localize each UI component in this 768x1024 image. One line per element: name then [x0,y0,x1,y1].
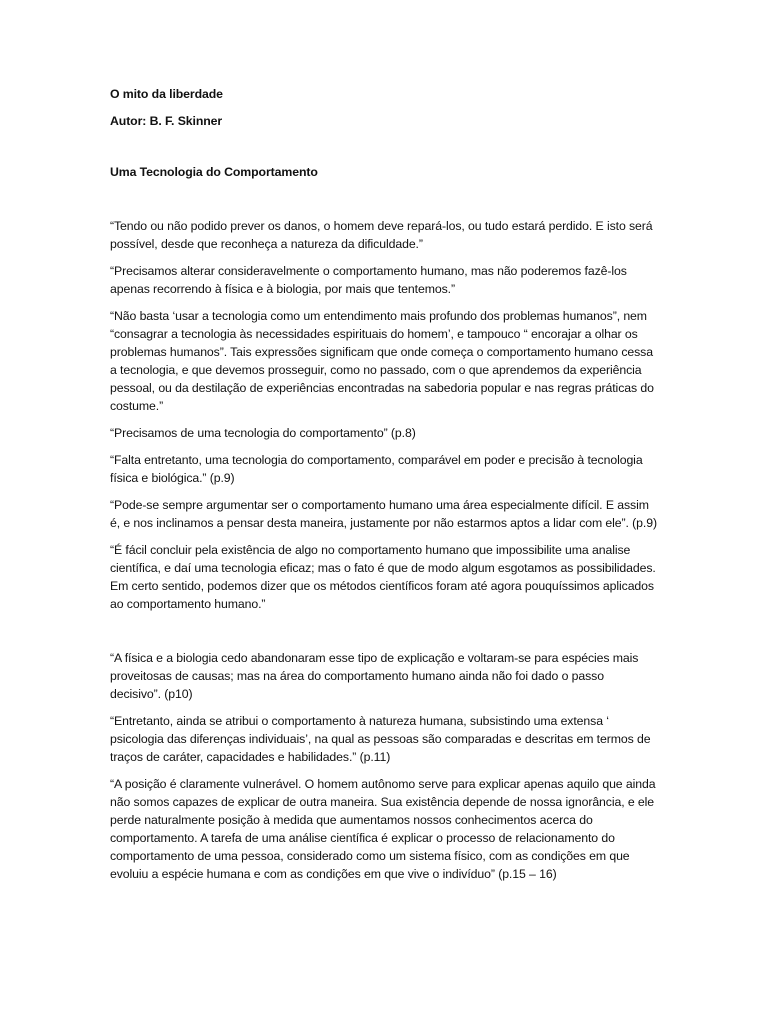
paragraph-5: “Falta entretanto, uma tecnologia do comportamento, comparável em poder e precisão à tecnologia física e biológica.” (p.9) [110,453,643,485]
section-title: Uma Tecnologia do Comportamento [110,165,318,179]
paragraph-9: “Entretanto, ainda se atribui o comportamento à natureza humana, subsistindo uma extensa ‘ psicologia das diferenças individuais’, na qual as pessoas são comparadas e descritas em termos de traços de caráter, capacidades e habilidades.” (p.11) [110,714,651,764]
document-author: Autor: B. F. Skinner [110,114,223,128]
paragraph-2: “Precisamos alterar consideravelmente o comportamento humano, mas não poderemos fazê-los apenas recorrendo à física e à biologia, por mais que tentemos.” [110,264,627,296]
paragraph-7: “É fácil concluir pela existência de algo no comportamento humano que impossibilite uma analise científica, e daí uma tecnologia eficaz; mas o fato é que de modo algum esgotamos as possibilidades. Em certo sentido, podemos dizer que os métodos científicos foram até agora pouquíssimos aplicados ao comportamento humano.” [110,543,656,611]
document-page [110,85,658,892]
document-title: O mito da liberdade [110,87,223,101]
paragraph-4: “Precisamos de uma tecnologia do comportamento” (p.8) [110,426,416,440]
paragraph-6: “Pode-se sempre argumentar ser o comportamento humano uma área especialmente difícil. E assim é, e nos inclinamos a pensar desta maneira, justamente por não estarmos aptos a lidar com ele”. (p.9) [110,498,657,530]
paragraph-3: “Não basta ‘usar a tecnologia como um entendimento mais profundo dos problemas humanos”, nem “consagrar a tecnologia às necessidades espirituais do homem’, e tampouco “ encorajar a olhar os problemas humanos”. Tais expressões significam que onde começa o comportamento humano cessa a tecnologia, e que devemos prosseguir, como no passado, com o que aprendemos da experiência pessoal, ou da destilação de experiências encontradas na sabedoria popular e nas regras práticas do costume.” [110,309,654,413]
paragraph-10: “A posição é claramente vulnerável. O homem autônomo serve para explicar apenas aquilo que ainda não somos capazes de explicar de outra maneira. Sua existência depende de nossa ignorância, e ele perde naturalmente posição à medida que aumentamos nossos conhecimentos acerca do comportamento. A tarefa de uma análise científica é explicar o processo de relacionamento do comportamento de uma pessoa, considerado como um sistema físico, com as condições em que evoluiu a espécie humana e com as condições em que vive o indivíduo” (p.15 – 16) [110,777,656,881]
paragraph-8: “A física e a biologia cedo abandonaram esse tipo de explicação e voltaram-se para espécies mais proveitosas de causas; mas na área do comportamento humano ainda não foi dado o passo decisivo”. (p10) [110,651,639,701]
paragraph-1: “Tendo ou não podido prever os danos, o homem deve repará-los, ou tudo estará perdido. E isto será possível, desde que reconheça a natureza da dificuldade.” [110,219,653,251]
